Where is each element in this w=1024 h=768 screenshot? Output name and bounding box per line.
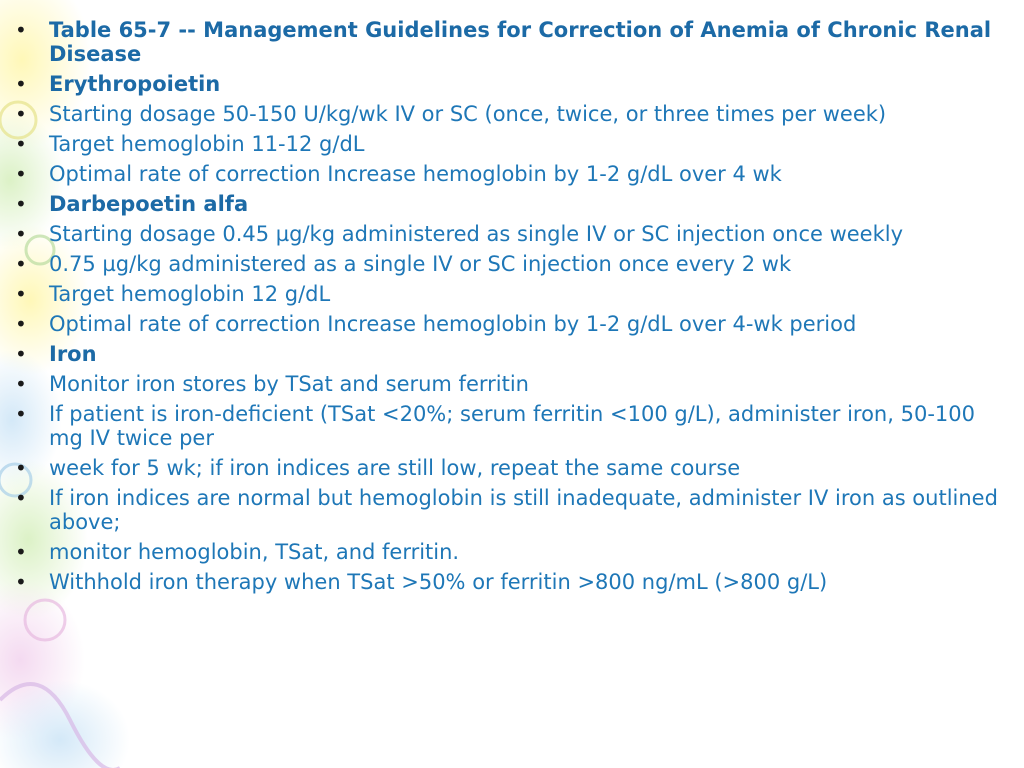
bullet-dot-icon: • (15, 282, 27, 306)
bullet-dot-icon: • (15, 342, 27, 366)
bullet-dot-icon: • (15, 456, 27, 480)
bullet-text: If iron indices are normal but hemoglobin is still inadequate, administer IV iron as outlined above; (49, 486, 998, 534)
bullet-item (0, 456, 1020, 480)
bullet-item (0, 540, 1020, 564)
bullet-dot-icon: • (15, 132, 27, 156)
bullet-dot-icon: • (15, 72, 27, 96)
bullet-item (0, 282, 1020, 306)
bullet-item (0, 486, 1020, 534)
bullet-text: Starting dosage 0.45 µg/kg administered as single IV or SC injection once weekly (49, 222, 904, 246)
bullet-text: Target hemoglobin 11-12 g/dL (49, 132, 365, 156)
bullet-text: Optimal rate of correction Increase hemoglobin by 1-2 g/dL over 4 wk (49, 162, 782, 186)
bullet-text: 0.75 µg/kg administered as a single IV or SC injection once every 2 wk (49, 252, 792, 276)
bullet-item (0, 132, 1020, 156)
bullet-text: monitor hemoglobin, TSat, and ferritin. (49, 540, 460, 564)
bullet-item (0, 312, 1020, 336)
bullet-heading-text: Iron (49, 342, 97, 366)
bullet-dot-icon: • (15, 570, 27, 594)
bullet-item (0, 252, 1020, 276)
bullet-dot-icon: • (15, 312, 27, 336)
bullet-item (0, 162, 1020, 186)
bullet-text: If patient is iron-deficient (TSat <20%; serum ferritin <100 g/L), administer iron, 50-100 mg IV twice per (49, 402, 975, 450)
bullet-dot-icon: • (15, 222, 27, 246)
bullet-dot-icon: • (15, 252, 27, 276)
bullet-dot-icon: • (15, 18, 27, 42)
bullet-text: Starting dosage 50-150 U/kg/wk IV or SC (once, twice, or three times per week) (49, 102, 887, 126)
bullet-heading-text: Table 65-7 -- Management Guidelines for Correction of Anemia of Chronic Renal Disease (49, 18, 992, 66)
bullet-item (0, 222, 1020, 246)
bullet-item (0, 102, 1020, 126)
bullet-text: Optimal rate of correction Increase hemoglobin by 1-2 g/dL over 4-wk period (49, 312, 857, 336)
bullet-heading-text: Erythropoietin (49, 72, 221, 96)
bullet-item (0, 342, 1020, 366)
bullet-item (0, 72, 1020, 96)
bullet-item (0, 570, 1020, 594)
bullet-item (0, 402, 1020, 450)
bullet-dot-icon: • (15, 102, 27, 126)
bullet-heading-text: Darbepoetin alfa (49, 192, 249, 216)
bullet-dot-icon: • (15, 540, 27, 564)
bullet-list (0, 18, 1020, 600)
bullet-item (0, 18, 1020, 66)
bullet-dot-icon: • (15, 402, 27, 426)
bullet-text: Target hemoglobin 12 g/dL (49, 282, 331, 306)
bullet-dot-icon: • (15, 162, 27, 186)
bullet-text: Monitor iron stores by TSat and serum ferritin (49, 372, 529, 396)
bullet-item (0, 372, 1020, 396)
bullet-dot-icon: • (15, 192, 27, 216)
bullet-dot-icon: • (15, 486, 27, 510)
bullet-item (0, 192, 1020, 216)
bullet-text: week for 5 wk; if iron indices are still low, repeat the same course (49, 456, 741, 480)
bullet-dot-icon: • (15, 372, 27, 396)
bullet-text: Withhold iron therapy when TSat >50% or ferritin >800 ng/mL (>800 g/L) (49, 570, 828, 594)
